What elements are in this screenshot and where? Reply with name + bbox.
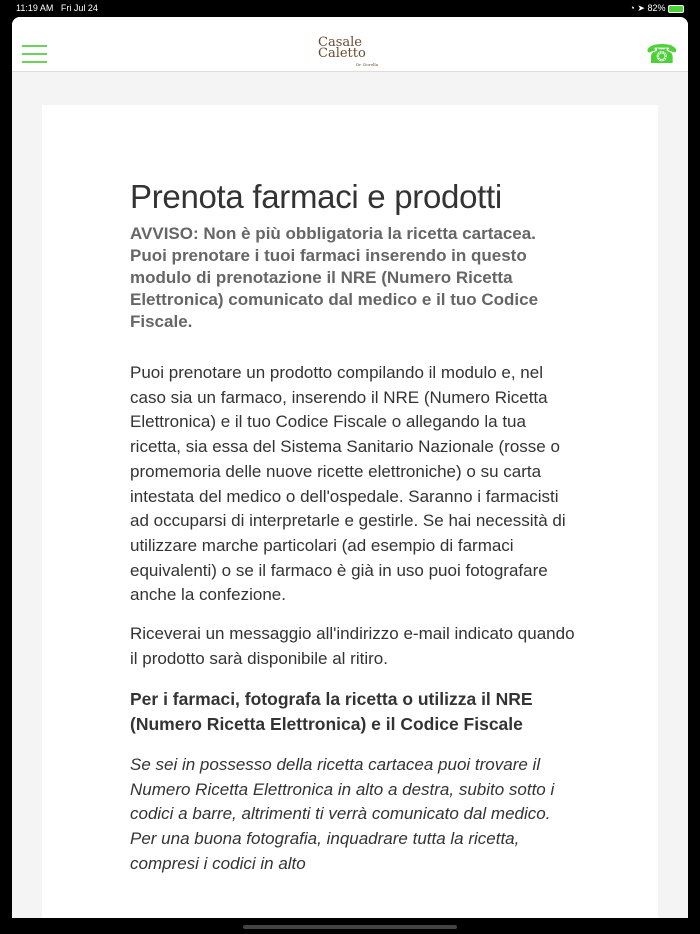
notice: AVVISO: Non è più obbligatoria la ricetta cartacea. Puoi prenotare i tuoi farmaci inserendo in questo modulo di prenotazione il NRE (Numero Ricetta Elettronica) comunicato dal medico e il tuo Codice Fiscale. <box>130 224 539 331</box>
section-title: Per i farmaci, fotografa la ricetta o utilizza il NRE (Numero Ricetta Elettronica) e il Codice Fiscale <box>130 689 533 735</box>
home-indicator[interactable] <box>243 925 457 929</box>
header <box>12 17 688 72</box>
email-note: Riceverai un messaggio all'indirizzo e-mail indicato quando il prodotto sarà disponibile al ritiro. <box>130 624 575 668</box>
battery-level: 82% <box>647 3 666 13</box>
phone-icon[interactable]: ☎ <box>645 39 678 69</box>
section-text: Se sei in possesso della ricetta cartacea puoi trovare il Numero Ricetta Elettronica in alto a destra, subito sotto i codici a barre, altrimenti ti verrà comunicato dal medico. Per una buona fotografia, inquadrare tutta la ricetta, compresi i codici in alto <box>130 754 555 873</box>
status-time: 11:19 AM Fri Jul 24 <box>16 3 98 13</box>
content-card <box>42 105 658 918</box>
logo[interactable]: Casale Caletto Dr. Dorella <box>318 35 378 67</box>
intro-text: Puoi prenotare un prodotto compilando il modulo e, nel caso sia un farmaco, inserendo il NRE (Numero Ricetta Elettronica) e il tuo Codice Fiscale o allegando la tua ricetta, sia essa del Sistema Sanitario Nazionale (rosse o promemoria delle nuove ricette elettroniche) o su carta intestata del medico o dell'ospedale. Saranno i farmacisti ad occuparsi di interpretarle e gestirle. Se hai necessità di utilizzare marche particolari (ad esempio di farmaci equivalenti) o se il farmaco è già in uso puoi fotografare anche la confezione. <box>130 363 566 605</box>
battery-icon <box>668 5 684 13</box>
page-title: Prenota farmaci e prodotti <box>130 178 502 215</box>
status-right: ◔ ➤ 82% <box>629 3 684 14</box>
app-window <box>12 17 688 918</box>
status-bar <box>0 0 700 17</box>
hamburger-icon[interactable] <box>22 45 47 69</box>
